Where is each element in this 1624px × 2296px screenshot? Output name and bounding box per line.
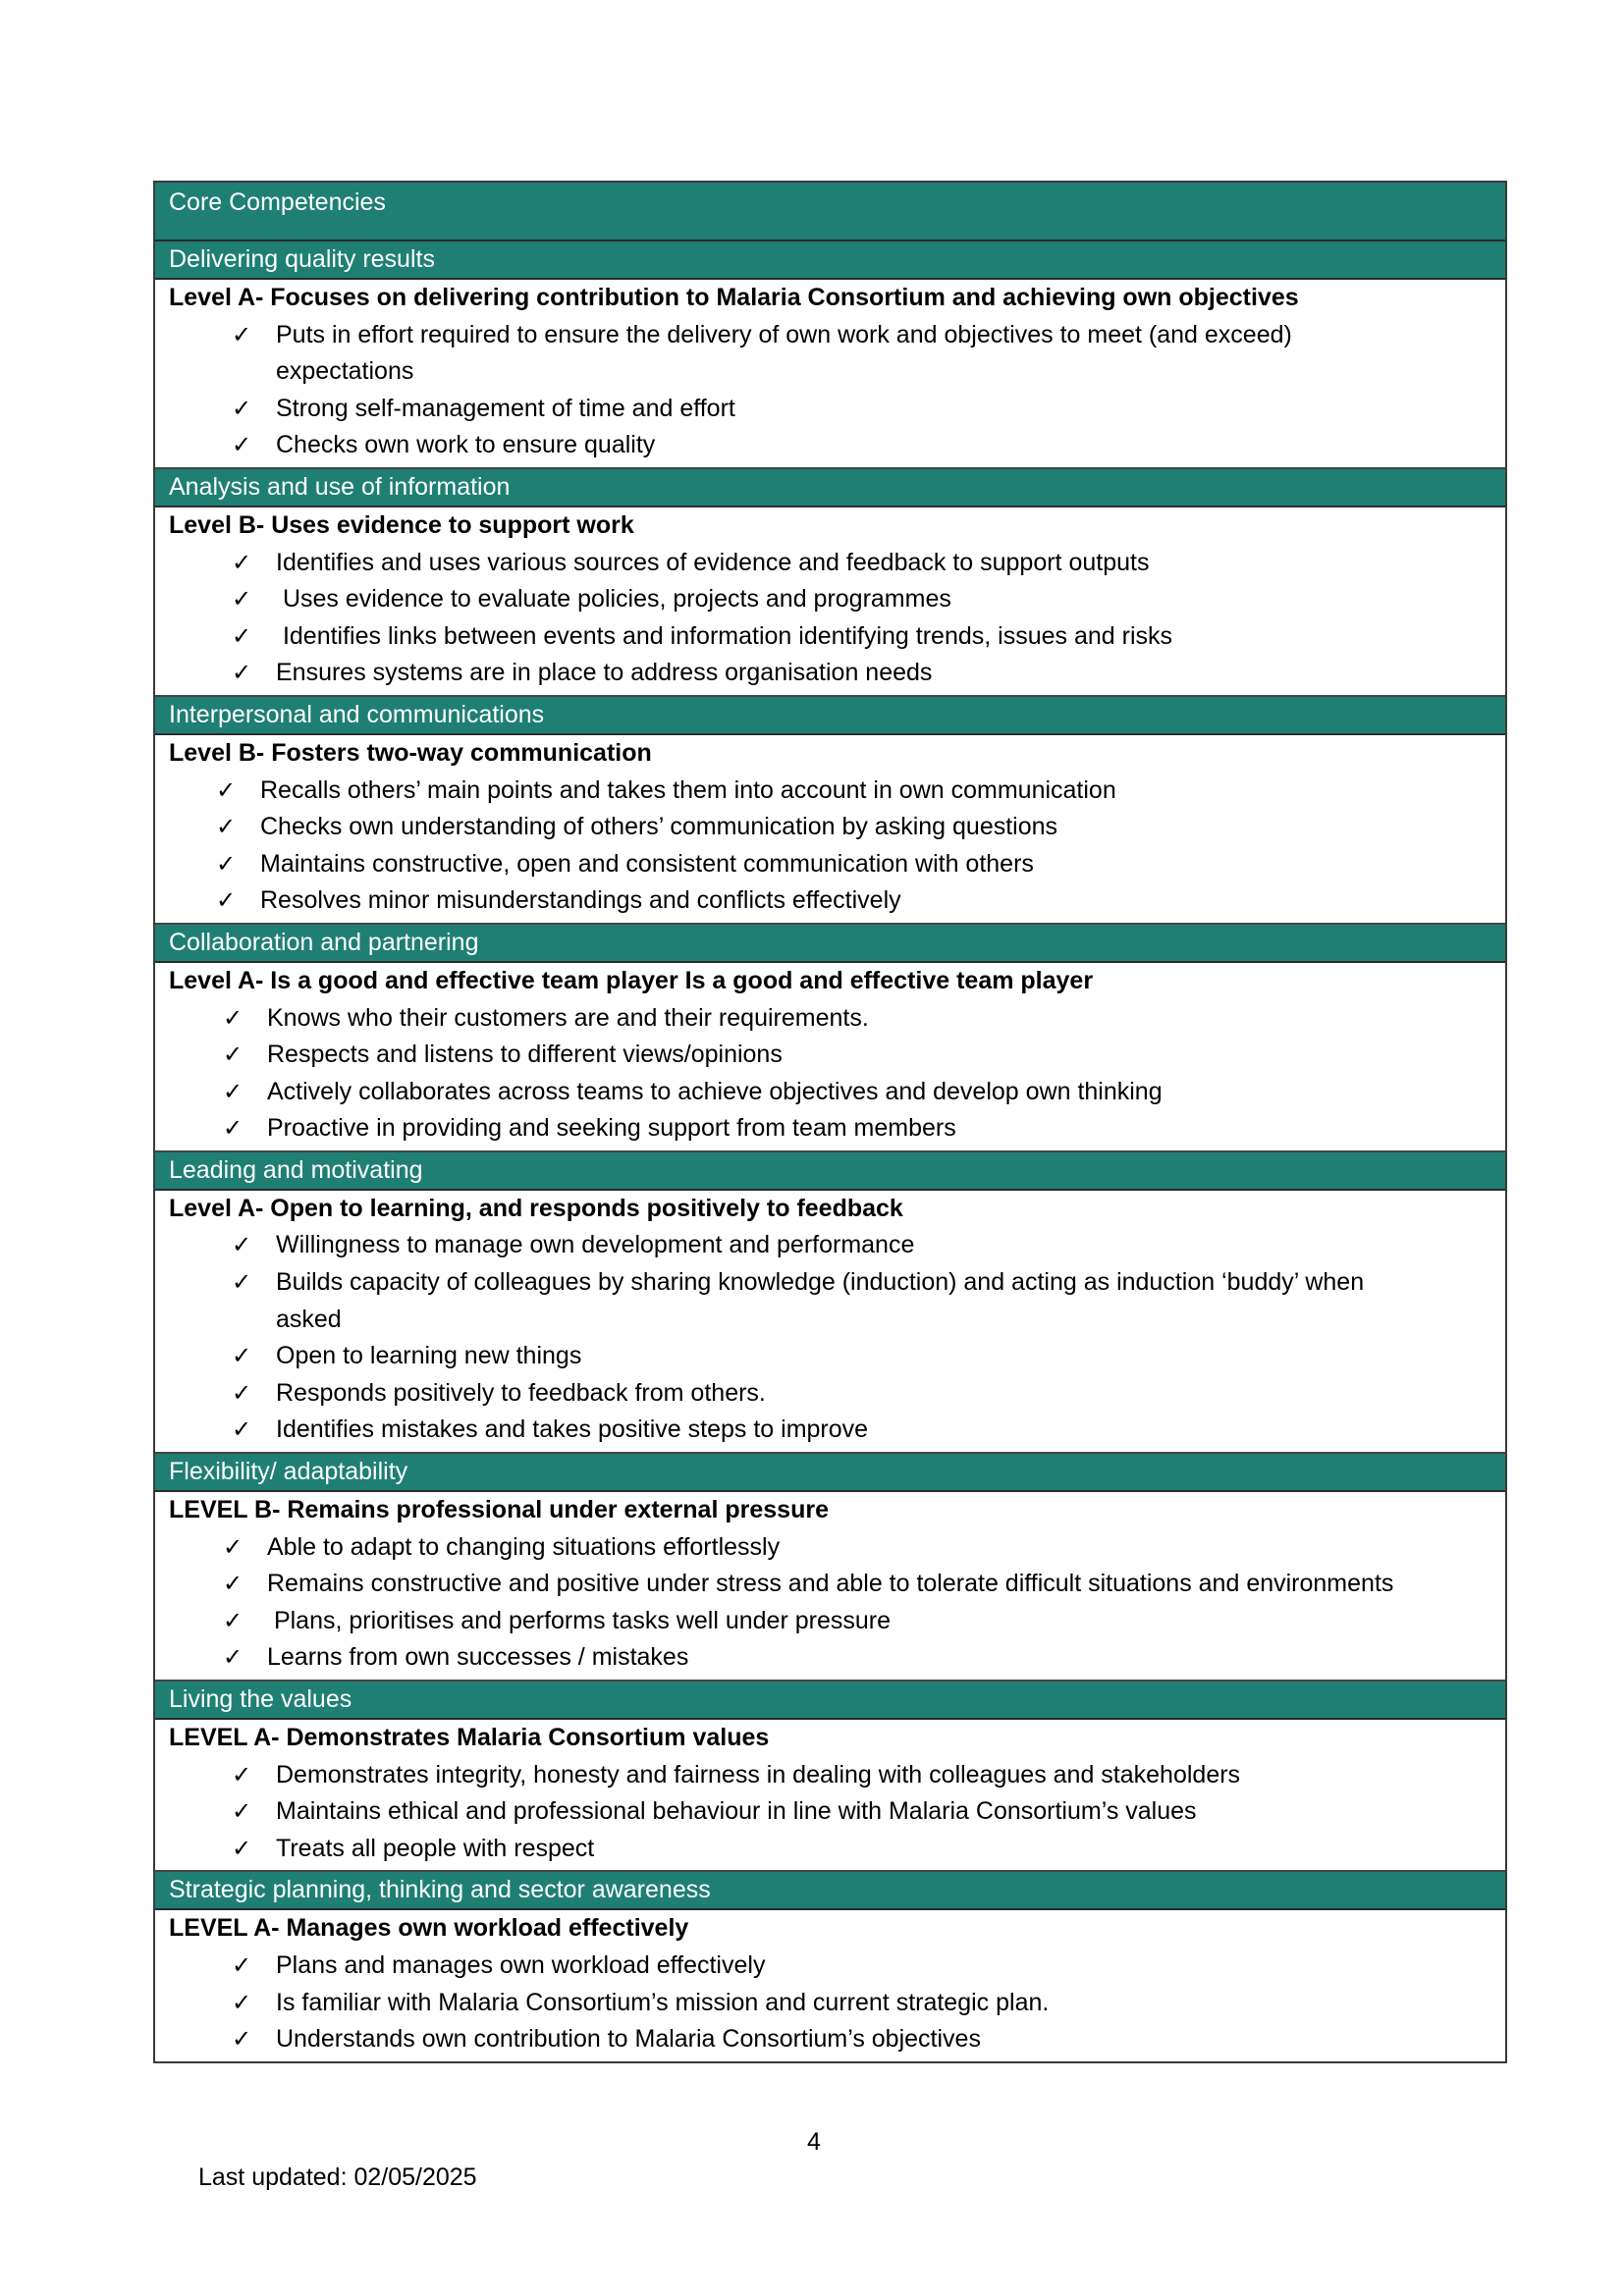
behaviour-list bbox=[169, 1227, 1491, 1449]
behaviour-text: Willingness to manage own development and performance bbox=[276, 1231, 915, 1259]
checkmark-icon: ✓ bbox=[223, 1643, 244, 1672]
behaviour-list bbox=[169, 1000, 1491, 1148]
behaviour-item bbox=[169, 545, 1491, 582]
behaviour-list bbox=[169, 773, 1491, 920]
checkmark-icon: ✓ bbox=[223, 1532, 244, 1561]
behaviour-text: Uses evidence to evaluate policies, projects and programmes bbox=[276, 585, 951, 614]
checkmark-icon: ✓ bbox=[232, 585, 252, 614]
checkmark-icon: ✓ bbox=[223, 1077, 244, 1105]
behaviour-item bbox=[169, 1000, 1491, 1038]
section-body bbox=[155, 735, 1505, 925]
level-statement: LEVEL A- Demonstrates Malaria Consortium values bbox=[169, 1724, 770, 1751]
behaviour-item bbox=[169, 773, 1491, 810]
checkmark-icon: ✓ bbox=[232, 1988, 252, 2016]
table-title: Core Competencies bbox=[155, 183, 1505, 241]
checkmark-icon: ✓ bbox=[232, 431, 252, 459]
behaviour-text: Demonstrates integrity, honesty and fairness in dealing with colleagues and stakeholders bbox=[276, 1760, 1241, 1789]
behaviour-text: Learns from own successes / mistakes bbox=[267, 1643, 689, 1672]
page-number: 4 bbox=[807, 2128, 821, 2156]
behaviour-list bbox=[169, 545, 1491, 692]
level-statement: Level A- Open to learning, and responds positively to feedback bbox=[169, 1194, 903, 1222]
behaviour-item bbox=[169, 618, 1491, 656]
behaviour-text: Puts in effort required to ensure the delivery of own work and objectives to meet (and exceed) expectations bbox=[276, 320, 1299, 386]
checkmark-icon: ✓ bbox=[216, 849, 237, 878]
level-statement: Level B- Uses evidence to support work bbox=[169, 510, 634, 539]
behaviour-item bbox=[169, 317, 1491, 391]
checkmark-icon: ✓ bbox=[232, 1950, 252, 1979]
behaviour-item bbox=[169, 1529, 1491, 1567]
behaviour-text: Maintains constructive, open and consistent communication with others bbox=[260, 849, 1034, 878]
checkmark-icon: ✓ bbox=[223, 1003, 244, 1032]
checkmark-icon: ✓ bbox=[223, 1606, 244, 1634]
checkmark-icon: ✓ bbox=[232, 320, 252, 348]
behaviour-item bbox=[169, 655, 1491, 692]
behaviour-text: Maintains ethical and professional behaviour in line with Malaria Consortium’s values bbox=[276, 1797, 1197, 1826]
section-body bbox=[155, 1910, 1505, 2060]
section-body bbox=[155, 1720, 1505, 1872]
checkmark-icon: ✓ bbox=[232, 1797, 252, 1826]
behaviour-item bbox=[169, 427, 1491, 464]
behaviour-text: Open to learning new things bbox=[276, 1342, 582, 1370]
behaviour-text: Strong self-management of time and effort bbox=[276, 394, 735, 422]
behaviour-text: Builds capacity of colleagues by sharing knowledge (induction) and acting as induction ‘buddy’ when asked bbox=[276, 1268, 1372, 1333]
behaviour-text: Identifies links between events and information identifying trends, issues and risks bbox=[276, 621, 1172, 650]
checkmark-icon: ✓ bbox=[232, 1760, 252, 1789]
section-body bbox=[155, 963, 1505, 1152]
behaviour-item bbox=[169, 2021, 1491, 2058]
section-header: Interpersonal and communications bbox=[155, 697, 1505, 735]
behaviour-item bbox=[169, 1412, 1491, 1449]
competencies-table bbox=[153, 181, 1507, 2063]
sections-container bbox=[155, 241, 1505, 2061]
behaviour-item bbox=[169, 1948, 1491, 1985]
behaviour-text: Plans and manages own workload effectively bbox=[276, 1950, 766, 1979]
behaviour-text: Checks own work to ensure quality bbox=[276, 431, 656, 459]
behaviour-text: Knows who their customers are and their requirements. bbox=[267, 1003, 869, 1032]
section-header: Living the values bbox=[155, 1682, 1505, 1720]
behaviour-text: Identifies mistakes and takes positive steps to improve bbox=[276, 1415, 869, 1444]
level-statement: Level A- Is a good and effective team player Is a good and effective team player bbox=[169, 966, 1094, 994]
behaviour-item bbox=[169, 581, 1491, 618]
checkmark-icon: ✓ bbox=[216, 775, 237, 804]
behaviour-item bbox=[169, 391, 1491, 428]
checkmark-icon: ✓ bbox=[232, 548, 252, 576]
checkmark-icon: ✓ bbox=[232, 1231, 252, 1259]
behaviour-item bbox=[169, 1639, 1491, 1677]
section-header: Flexibility/ adaptability bbox=[155, 1454, 1505, 1492]
level-statement: Level B- Fosters two-way communication bbox=[169, 738, 652, 767]
behaviour-item bbox=[169, 1603, 1491, 1640]
behaviour-text: Resolves minor misunderstandings and conflicts effectively bbox=[260, 886, 901, 915]
behaviour-text: Responds positively to feedback from others. bbox=[276, 1378, 766, 1407]
behaviour-item bbox=[169, 1375, 1491, 1413]
behaviour-list bbox=[169, 1948, 1491, 2058]
behaviour-item bbox=[169, 1110, 1491, 1148]
behaviour-text: Actively collaborates across teams to achieve objectives and develop own thinking bbox=[267, 1077, 1163, 1105]
behaviour-text: Plans, prioritises and performs tasks well under pressure bbox=[267, 1606, 891, 1634]
behaviour-item bbox=[169, 1227, 1491, 1264]
checkmark-icon: ✓ bbox=[232, 1268, 252, 1297]
behaviour-item bbox=[169, 809, 1491, 846]
level-statement: LEVEL B- Remains professional under external pressure bbox=[169, 1496, 829, 1524]
behaviour-item bbox=[169, 1566, 1491, 1603]
behaviour-item bbox=[169, 1037, 1491, 1074]
behaviour-text: Checks own understanding of others’ communication by asking questions bbox=[260, 813, 1058, 841]
section-header: Delivering quality results bbox=[155, 241, 1505, 280]
behaviour-item bbox=[169, 1831, 1491, 1868]
checkmark-icon: ✓ bbox=[232, 1834, 252, 1862]
checkmark-icon: ✓ bbox=[232, 659, 252, 687]
behaviour-text: Ensures systems are in place to address organisation needs bbox=[276, 659, 933, 687]
checkmark-icon: ✓ bbox=[216, 813, 237, 841]
section-body bbox=[155, 280, 1505, 469]
section-body bbox=[155, 507, 1505, 697]
section-body bbox=[155, 1191, 1505, 1454]
behaviour-list bbox=[169, 1529, 1491, 1677]
checkmark-icon: ✓ bbox=[232, 1378, 252, 1407]
checkmark-icon: ✓ bbox=[232, 1342, 252, 1370]
section-header: Leading and motivating bbox=[155, 1152, 1505, 1191]
checkmark-icon: ✓ bbox=[232, 394, 252, 422]
behaviour-item bbox=[169, 1985, 1491, 2022]
behaviour-text: Is familiar with Malaria Consortium’s mission and current strategic plan. bbox=[276, 1988, 1050, 2016]
behaviour-text: Respects and listens to different views/opinions bbox=[267, 1041, 783, 1069]
last-updated: Last updated: 02/05/2025 bbox=[198, 2163, 477, 2191]
behaviour-item bbox=[169, 1338, 1491, 1375]
behaviour-text: Treats all people with respect bbox=[276, 1834, 595, 1862]
checkmark-icon: ✓ bbox=[216, 886, 237, 915]
behaviour-text: Remains constructive and positive under stress and able to tolerate difficult situations and environments bbox=[267, 1570, 1394, 1598]
behaviour-item bbox=[169, 882, 1491, 920]
behaviour-item bbox=[169, 846, 1491, 883]
checkmark-icon: ✓ bbox=[232, 2025, 252, 2054]
checkmark-icon: ✓ bbox=[232, 1415, 252, 1444]
behaviour-text: Identifies and uses various sources of evidence and feedback to support outputs bbox=[276, 548, 1150, 576]
behaviour-item bbox=[169, 1757, 1491, 1794]
level-statement: Level A- Focuses on delivering contribution to Malaria Consortium and achieving own objectives bbox=[169, 284, 1299, 311]
behaviour-item bbox=[169, 1074, 1491, 1111]
section-header: Collaboration and partnering bbox=[155, 925, 1505, 963]
section-header: Strategic planning, thinking and sector awareness bbox=[155, 1872, 1505, 1910]
section-header: Analysis and use of information bbox=[155, 469, 1505, 507]
behaviour-text: Understands own contribution to Malaria Consortium’s objectives bbox=[276, 2025, 981, 2054]
behaviour-item bbox=[169, 1793, 1491, 1831]
behaviour-text: Able to adapt to changing situations effortlessly bbox=[267, 1532, 781, 1561]
behaviour-text: Proactive in providing and seeking support from team members bbox=[267, 1114, 956, 1143]
behaviour-list bbox=[169, 1757, 1491, 1868]
checkmark-icon: ✓ bbox=[223, 1114, 244, 1143]
checkmark-icon: ✓ bbox=[223, 1570, 244, 1598]
section-body bbox=[155, 1492, 1505, 1682]
behaviour-text: Recalls others’ main points and takes them into account in own communication bbox=[260, 775, 1116, 804]
behaviour-item bbox=[169, 1264, 1491, 1338]
level-statement: LEVEL A- Manages own workload effectively bbox=[169, 1914, 689, 1943]
behaviour-list bbox=[169, 317, 1491, 464]
checkmark-icon: ✓ bbox=[223, 1041, 244, 1069]
checkmark-icon: ✓ bbox=[232, 621, 252, 650]
